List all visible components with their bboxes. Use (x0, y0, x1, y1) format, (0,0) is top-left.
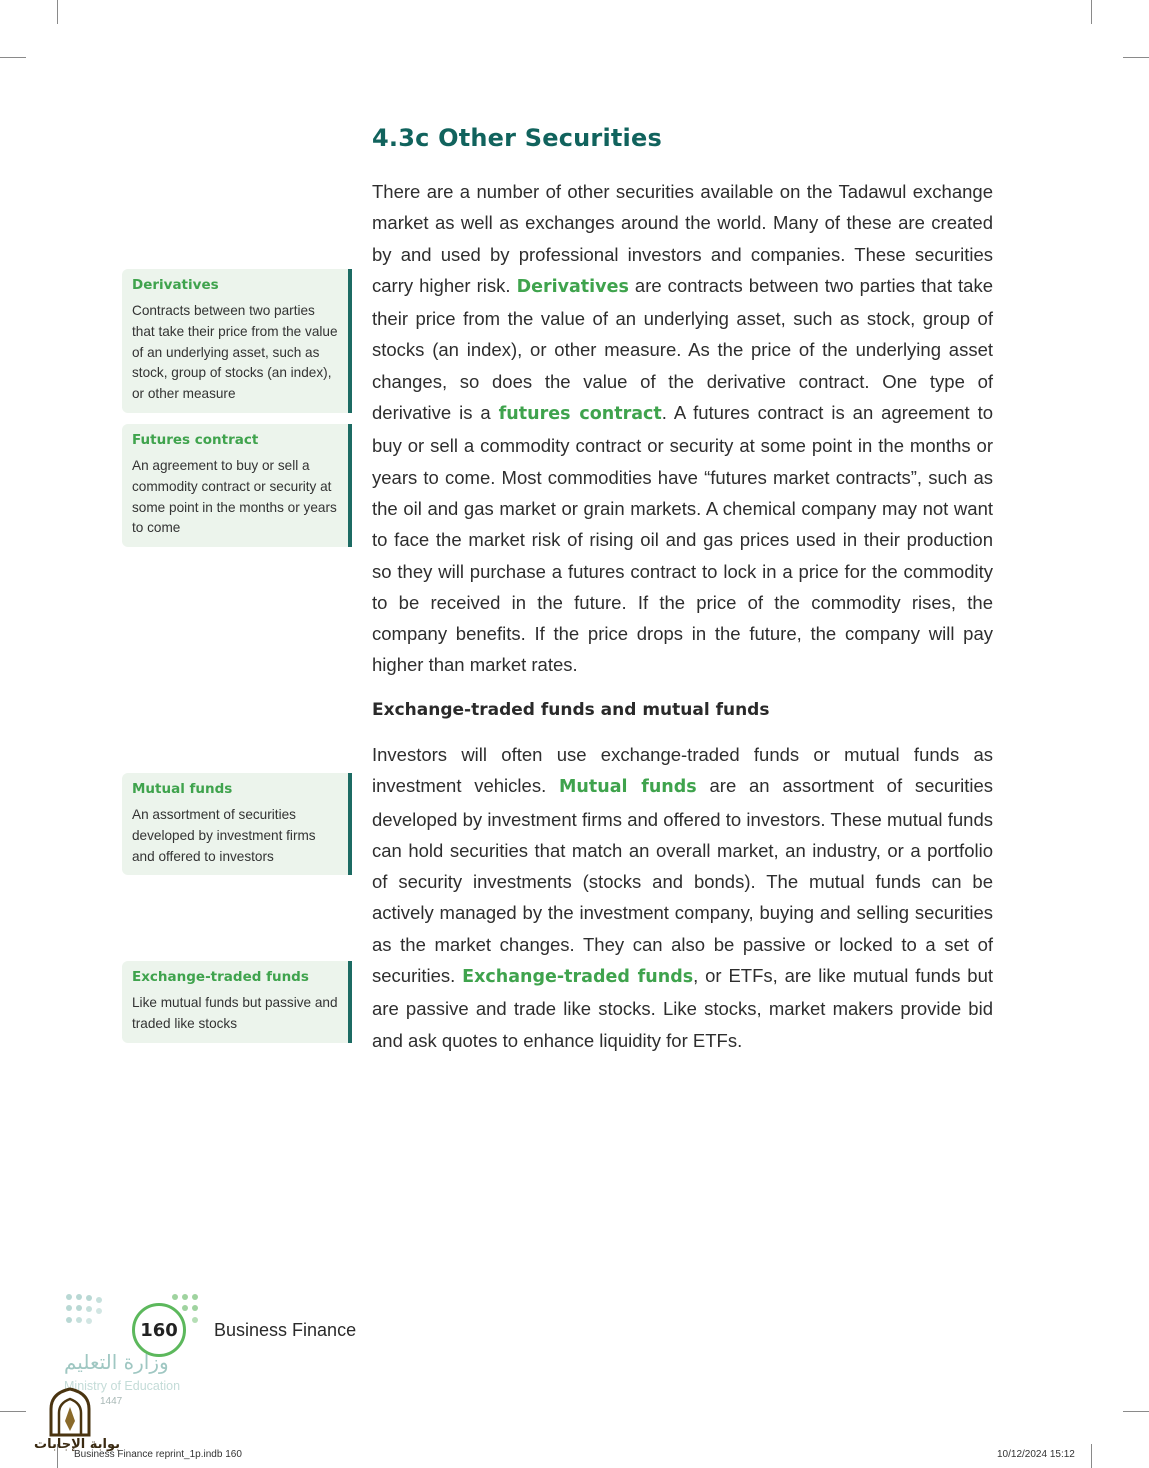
watermark-logo-icon (47, 1387, 93, 1437)
paragraph-text: , or ETFs, are like mutual funds but are passive and trade like stocks. Like stocks, market makers provide bid and ask quotes to enhance liquidity for ETFs. (372, 965, 994, 1051)
print-slug-date: 10/12/2024 15:12 (997, 1449, 1075, 1460)
section-title: 4.3c Other Securities (372, 124, 662, 152)
body-paragraph-2 (372, 739, 993, 1056)
ministry-year: 1447 (100, 1396, 123, 1407)
ministry-logo-arabic: وزارة التعليم (64, 1350, 169, 1374)
paragraph-text: are an assortment of securities developed by investment firms and offered to investors. These mutual funds can hold securities that match an overall market, an industry, or a portfolio of security investments (stocks and bonds). The mutual funds can be actively managed by the investment company, buying and selling securities as the market changes. They can also be passive or locked to a set of securities. (372, 775, 993, 987)
page-number: 160 (132, 1303, 186, 1357)
subheading: Exchange-traded funds and mutual funds (372, 700, 770, 720)
paragraph-text: . A futures contract is an agreement to buy or sell a commodity contract or security at some point in the months or years to come. Most commodities have “futures market contracts”, such as the oil and gas market or grain markets. A chemical company may not want to face the market risk of rising oil and gas prices used in their production so they will purchase a futures contract to lock in a price for the commodity to be received in the future. If the price of the commodity rises, the company benefits. If the price drops in the future, the company will pay higher than market rates. (372, 402, 994, 676)
body-paragraph-1 (372, 176, 993, 681)
key-term: futures contract (498, 404, 662, 425)
crop-mark (57, 0, 58, 24)
paragraph-text: are contracts between two parties that take their price from the value of an underlying asset, such as stock, group of stocks (an index), or other measure. As the price of the underlying asset changes, so does the value of the derivative contract. One type of derivative is a (372, 274, 994, 424)
glossary-box-mutual-funds (122, 773, 352, 875)
glossary-definition: Contracts between two parties that take their price from the value of an underlying asset, such as stock, group of stocks (an index), or other measure (132, 303, 338, 402)
crop-mark (1091, 1444, 1092, 1468)
glossary-definition: An assortment of securities developed by investment firms and offered to investors (132, 807, 316, 864)
crop-mark (1091, 0, 1092, 24)
glossary-term: Mutual funds (132, 781, 233, 797)
paragraph-text: There are a number of other securities available on the Tadawul exchange market as well as exchanges around the world. Many of these are created by and used by professional investors and companies. These securities carry higher risk. (372, 181, 993, 296)
book-title: Business Finance (214, 1320, 357, 1340)
key-term: Mutual funds (559, 777, 697, 798)
glossary-term: Futures contract (132, 432, 259, 448)
print-slug-file: Business Finance reprint_1p.indb 160 (74, 1449, 242, 1460)
crop-mark (1123, 57, 1149, 58)
glossary-box-exchange-traded-funds (122, 961, 352, 1043)
crop-mark (0, 1411, 26, 1412)
glossary-box-derivatives (122, 269, 352, 413)
key-term: Exchange-traded funds (462, 967, 694, 988)
paragraph-text: Investors will often use exchange-traded funds or mutual funds as investment vehicles. (372, 744, 993, 797)
crop-mark (0, 57, 26, 58)
glossary-term: Exchange-traded funds (132, 969, 309, 985)
key-term: Derivatives (516, 276, 629, 297)
glossary-term: Derivatives (132, 277, 219, 293)
watermark-text: بوابة الإجابات (34, 1437, 120, 1452)
glossary-definition: Like mutual funds but passive and traded like stocks (132, 995, 338, 1031)
glossary-box-futures-contract (122, 424, 352, 547)
crop-mark (1123, 1411, 1149, 1412)
ministry-logo-english: Ministry of Education (64, 1379, 181, 1393)
glossary-definition: An agreement to buy or sell a commodity contract or security at some point in the months or years to come (132, 458, 337, 536)
